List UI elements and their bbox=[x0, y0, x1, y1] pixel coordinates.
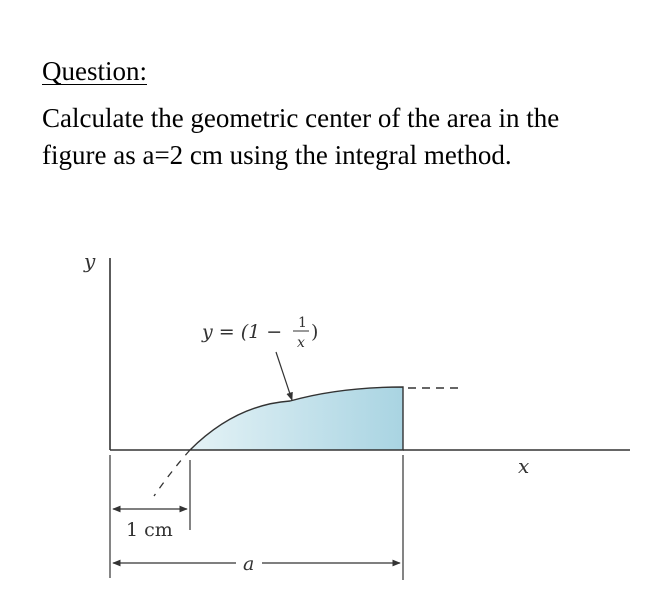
equation-fraction-denominator: x bbox=[297, 335, 305, 351]
dim-offset-label: 1 cm bbox=[126, 519, 173, 541]
dim-width-label: a bbox=[243, 553, 255, 575]
curve-equation bbox=[201, 315, 318, 351]
curve-extension-dashed bbox=[154, 450, 190, 496]
x-axis-label: x bbox=[518, 454, 530, 478]
equation-pointer-arrow bbox=[276, 352, 292, 400]
equation-close-paren: ) bbox=[311, 321, 319, 343]
equation-fraction-numerator: 1 bbox=[298, 315, 307, 331]
question-heading: Question: bbox=[42, 56, 147, 86]
y-axis-label: y bbox=[84, 249, 96, 273]
equation-lhs: y = (1 − bbox=[202, 321, 283, 343]
question-line-1: Calculate the geometric center of the area in the bbox=[42, 103, 560, 133]
question-line-2: figure as a=2 cm using the integral method. bbox=[42, 140, 512, 170]
shaded-area bbox=[190, 387, 403, 450]
